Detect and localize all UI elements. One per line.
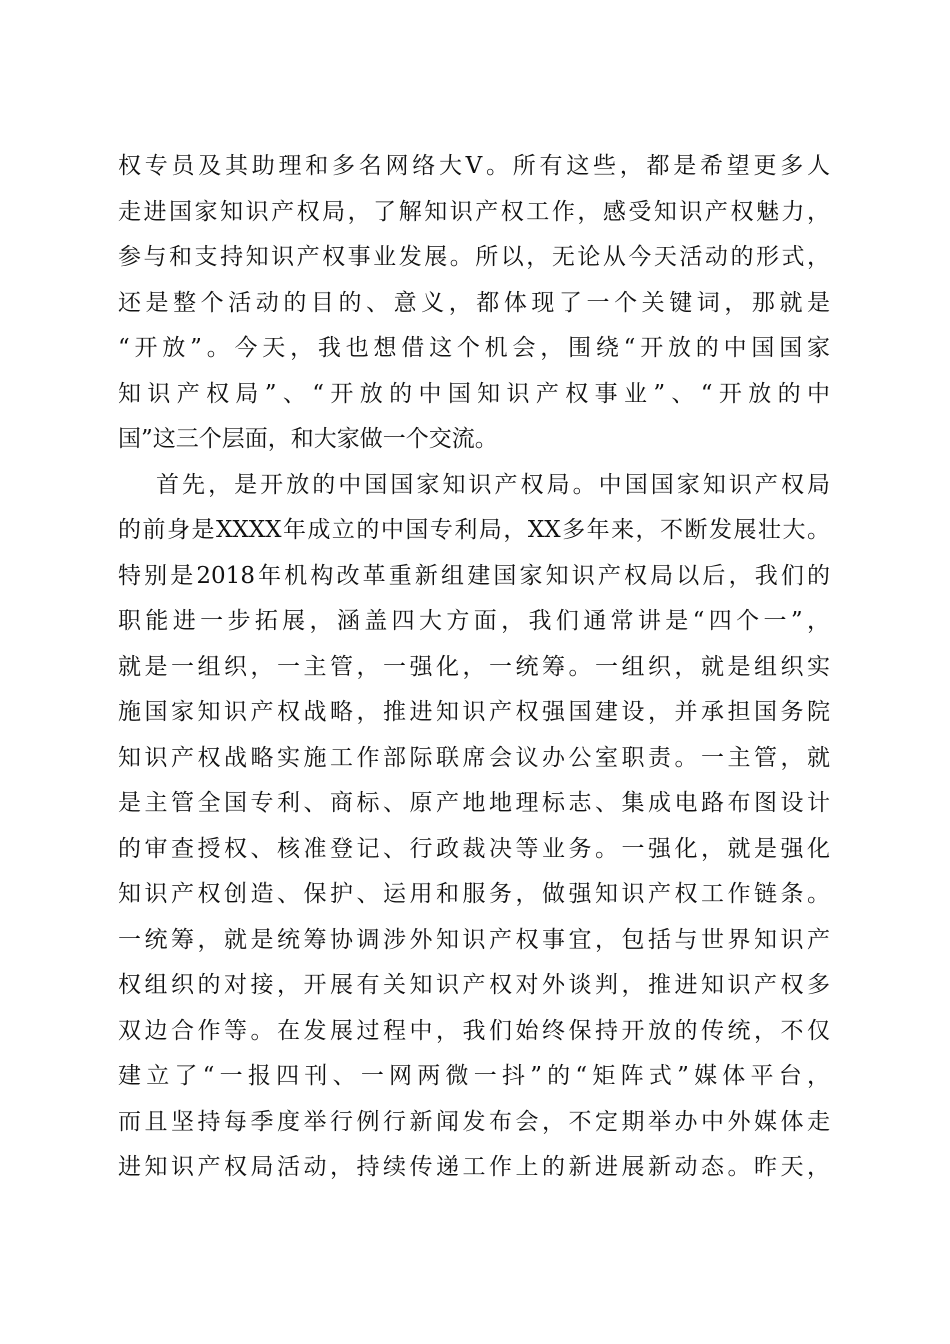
text-line: 建立了“一报四刊、一网两微一抖”的“矩阵式”媒体平台，: [118, 1063, 830, 1089]
text-line: 一统筹，就是统筹协调涉外知识产权事宜，包括与世界知识产: [118, 926, 830, 953]
text-line: 国”这三个层面，和大家做一个交流。: [118, 426, 498, 452]
document-body: [118, 144, 830, 1191]
text-line: 是主管全国专利、商标、原产地地理标志、集成电路布图设计: [118, 790, 830, 816]
text-line: 权专员及其助理和多名网络大V。所有这些，都是希望更多人: [118, 153, 830, 179]
text-line: 施国家知识产权战略，推进知识产权强国建设，并承担国务院: [118, 699, 830, 725]
text-line: 职能进一步拓展，涵盖四大方面，我们通常讲是“四个一”，: [118, 608, 830, 634]
text-line: 就是一组织，一主管，一强化，一统筹。一组织，就是组织实: [118, 653, 830, 680]
text-line: 首先，是开放的中国国家知识产权局。中国国家知识产权局: [156, 471, 830, 498]
text-line: 的审查授权、核准登记、行政裁决等业务。一强化，就是强化: [118, 835, 830, 862]
text-line: 参与和支持知识产权事业发展。所以，无论从今天活动的形式，: [118, 244, 830, 270]
text-line: 进知识产权局活动，持续传递工作上的新进展新动态。昨天，: [118, 1154, 830, 1180]
text-line: 特别是2018年机构改革重新组建国家知识产权局以后，我们的: [118, 562, 830, 589]
text-line: 还是整个活动的目的、意义，都体现了一个关键词，那就是: [118, 289, 830, 316]
paragraph-2: [118, 463, 830, 1191]
paragraph-1: [118, 144, 830, 463]
text-line: 知识产权创造、保护、运用和服务，做强知识产权工作链条。: [118, 881, 830, 907]
text-line: 的前身是XXXX年成立的中国专利局，XX多年来，不断发展壮大。: [118, 517, 830, 543]
text-line: 权组织的对接，开展有关知识产权对外谈判，推进知识产权多: [118, 972, 830, 998]
text-line: “开放”。今天，我也想借这个机会，围绕“开放的中国国家: [118, 335, 830, 361]
text-line: 知识产权局”、“开放的中国知识产权事业”、“开放的中: [118, 380, 830, 407]
text-line: 而且坚持每季度举行例行新闻发布会，不定期举办中外媒体走: [118, 1108, 830, 1135]
text-line: 双边合作等。在发展过程中，我们始终保持开放的传统，不仅: [118, 1017, 830, 1044]
text-line: 走进国家知识产权局，了解知识产权工作，感受知识产权魅力，: [118, 198, 830, 225]
text-line: 知识产权战略实施工作部际联席会议办公室职责。一主管，就: [118, 744, 830, 771]
